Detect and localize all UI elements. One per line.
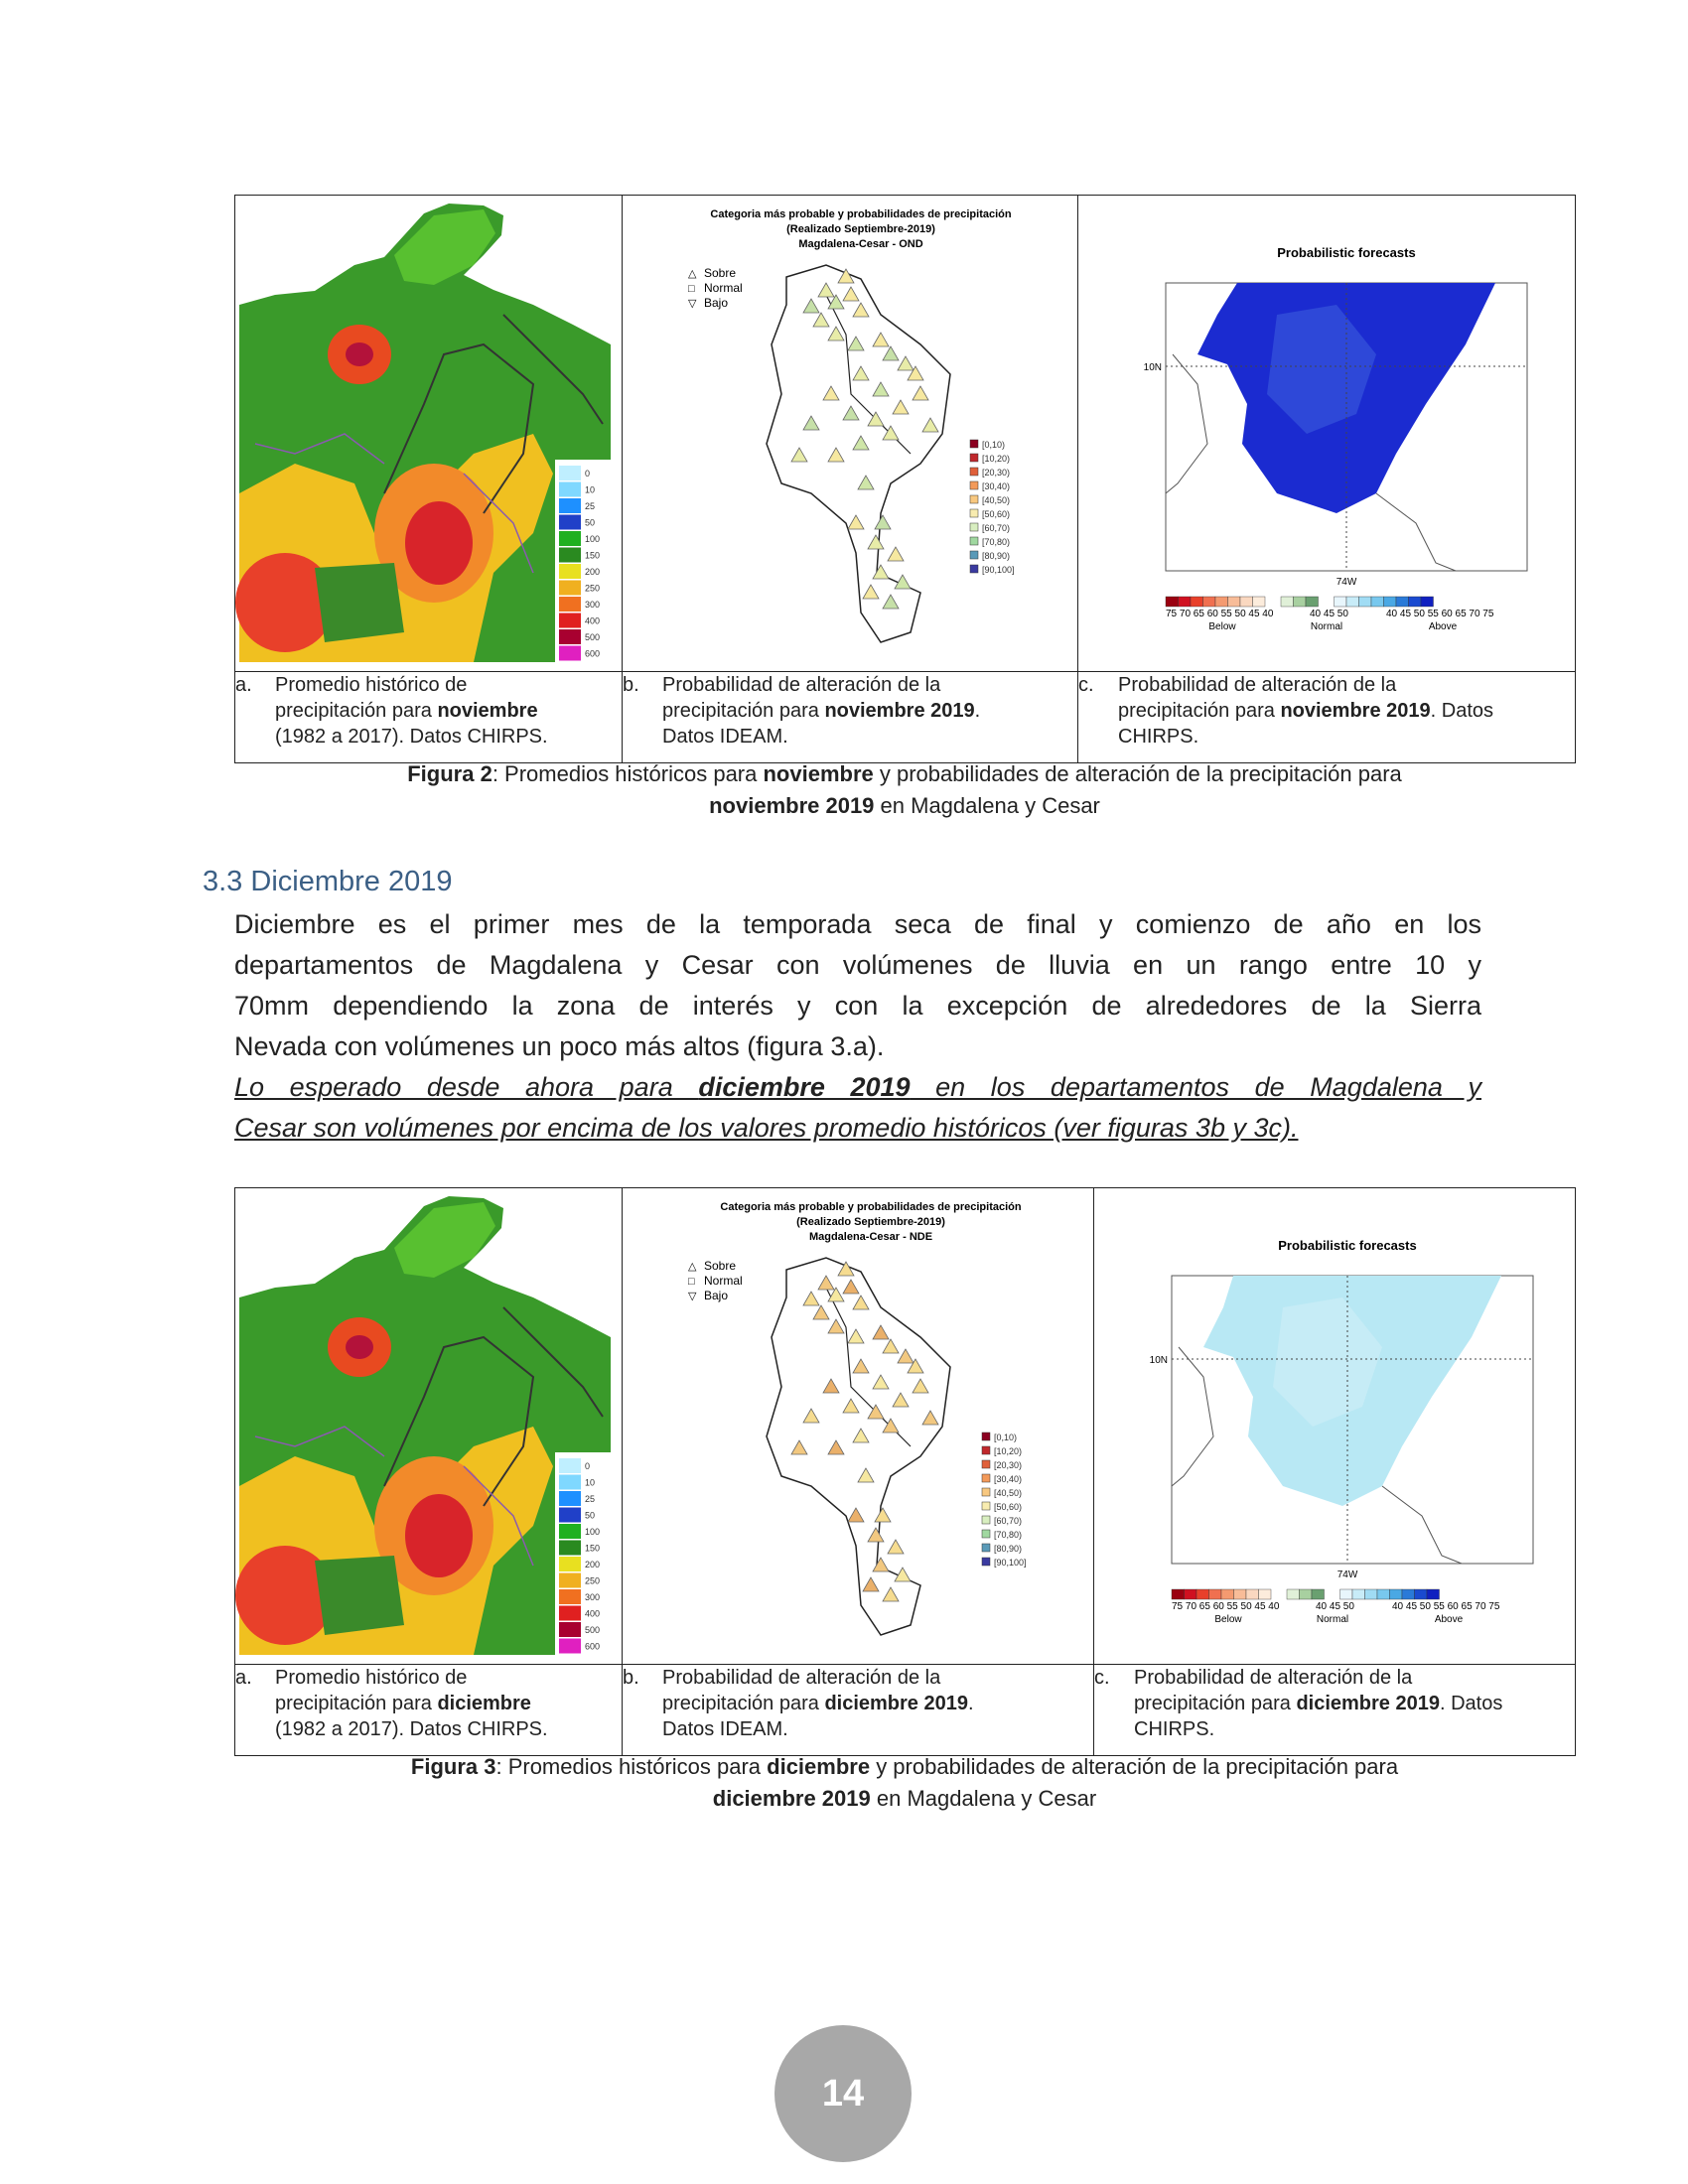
- fig2-legend-swatch: [559, 466, 581, 480]
- fig2-range-swatch: [970, 495, 978, 503]
- fig2-range-label: [10,20): [982, 454, 1011, 464]
- fig2-bar-normal: [1281, 597, 1294, 607]
- fig3-b-legend-sobre: Sobre: [704, 1259, 737, 1273]
- fig2-range-label: [30,40): [982, 481, 1011, 491]
- figure-2-table: [234, 195, 1576, 763]
- fig2-legend-swatch: [559, 646, 581, 661]
- fig3-b-legend-sobre-symbol: △: [688, 1261, 697, 1273]
- fig3-legend-swatch: [559, 1622, 581, 1637]
- fig3-c-normal-label: Normal: [1316, 1614, 1349, 1625]
- fig3-bar-above: [1377, 1589, 1390, 1599]
- fig2-legend-label: 100: [585, 534, 601, 544]
- fig2-c-title: Probabilistic forecasts: [1277, 245, 1416, 260]
- fig2-legend-swatch: [559, 581, 581, 596]
- fig3-panel-c: [1094, 1188, 1576, 1665]
- fig2-ideam-probability-map: [623, 196, 1074, 666]
- fig3-bar-normal: [1300, 1589, 1313, 1599]
- fig3-bar-below: [1172, 1589, 1185, 1599]
- fig3-range-label: [90,100]: [994, 1558, 1027, 1568]
- fig2-range-swatch: [970, 440, 978, 448]
- fig3-legend-swatch: [559, 1606, 581, 1621]
- fig3-caption-b: b. Probabilidad de alteración de la precipitación para diciembre 2019. Datos IDEAM.: [623, 1665, 1094, 1756]
- fig2-legend-label: 250: [585, 583, 601, 594]
- fig3-bar-below: [1246, 1589, 1259, 1599]
- fig2-bar-normal: [1294, 597, 1307, 607]
- fig3-bar-above: [1352, 1589, 1365, 1599]
- body-line-4: Nevada con volúmenes un poco más altos (figura 3.a).: [234, 1031, 885, 1061]
- fig2-bar-above: [1371, 597, 1384, 607]
- fig2-bar-above: [1421, 597, 1434, 607]
- fig2-bar-below: [1179, 597, 1192, 607]
- fig2-b-probability-legend: [970, 440, 1015, 575]
- fig3-range-label: [0,10): [994, 1433, 1018, 1442]
- fig3-range-label: [20,30): [994, 1460, 1023, 1470]
- fig2-b-title-1: Categoria más probable y probabilidades de precipitación: [710, 208, 1012, 220]
- fig3-bar-above: [1340, 1589, 1353, 1599]
- body-line-3: 70mm dependiendo la zona de interés y con la excepción de alrededores de la Sierra: [234, 991, 1481, 1021]
- fig3-bar-above: [1365, 1589, 1378, 1599]
- fig3-range-swatch: [982, 1474, 990, 1482]
- fig2-legend-label: 50: [585, 517, 596, 528]
- fig3-c-colorbar: [1172, 1589, 1440, 1599]
- fig2-legend-label: 400: [585, 615, 601, 626]
- fig2-c-below-ticks: 75 70 65 60 55 50 45 40: [1166, 609, 1274, 619]
- fig3-b-department-outline: [767, 1258, 950, 1635]
- fig3-legend-swatch: [559, 1573, 581, 1588]
- fig3-bar-below: [1196, 1589, 1209, 1599]
- fig2-b-legend-bajo: Bajo: [704, 296, 729, 310]
- fig3-legend-label: 400: [585, 1608, 601, 1619]
- fig2-legend-label: 300: [585, 600, 601, 610]
- fig2-range-label: [50,60): [982, 509, 1011, 519]
- fig2-range-swatch: [970, 523, 978, 531]
- fig3-range-swatch: [982, 1446, 990, 1454]
- body-line-1: Diciembre es el primer mes de la temporada seca de final y comienzo de año en los: [234, 909, 1481, 939]
- fig2-b-legend-sobre-symbol: △: [688, 268, 697, 280]
- fig3-bar-above: [1390, 1589, 1403, 1599]
- fig2-c-lat-label: 10N: [1143, 362, 1162, 373]
- fig3-c-above-ticks: 40 45 50 55 60 65 70 75: [1392, 1601, 1500, 1612]
- fig2-bar-below: [1166, 597, 1179, 607]
- fig3-chirps-probabilistic-forecast: [1094, 1188, 1572, 1659]
- fig2-range-swatch: [970, 468, 978, 476]
- fig3-range-swatch: [982, 1544, 990, 1552]
- fig2-bar-below: [1203, 597, 1216, 607]
- fig2-b-legend-bajo-symbol: ▽: [688, 298, 697, 310]
- fig3-legend-label: 50: [585, 1510, 596, 1521]
- fig3-station-triangle: [888, 1540, 904, 1554]
- fig3-range-swatch: [982, 1488, 990, 1496]
- fig3-bar-normal: [1312, 1589, 1325, 1599]
- fig2-b-title-3: Magdalena-Cesar - OND: [798, 238, 923, 250]
- figure-3-table: [234, 1187, 1576, 1756]
- figure-2-caption: Figura 2: Promedios históricos para noviembre y probabilidades de alteración de la precipitación para noviembre 2019 en Magdalena y Cesar: [407, 761, 1402, 818]
- fig3-range-label: [30,40): [994, 1474, 1023, 1484]
- fig2-range-swatch: [970, 565, 978, 573]
- body-line-2: departamentos de Magdalena y Cesar con volúmenes de lluvia en un rango entre 10 y: [234, 950, 1481, 980]
- fig3-bar-above: [1427, 1589, 1440, 1599]
- fig3-legend-swatch: [559, 1589, 581, 1604]
- fig2-legend-label: 200: [585, 567, 601, 577]
- fig2-range-swatch: [970, 551, 978, 559]
- fig3-legend-label: 150: [585, 1543, 601, 1554]
- fig2-caption-c: c. Probabilidad de alteración de la precipitación para noviembre 2019. Datos CHIRPS.: [1078, 672, 1576, 763]
- fig3-c-lon-label: 74W: [1336, 1570, 1358, 1580]
- fig3-legend-label: 500: [585, 1625, 601, 1635]
- fig3-c-above-label: Above: [1434, 1614, 1464, 1625]
- fig2-panel-b: [623, 196, 1078, 672]
- fig2-b-legend-normal-symbol: □: [688, 283, 695, 295]
- fig2-legend-label: 150: [585, 550, 601, 561]
- fig2-range-swatch: [970, 509, 978, 517]
- fig3-range-swatch: [982, 1433, 990, 1440]
- fig2-legend-swatch: [559, 498, 581, 513]
- fig2-precip-map-image: [235, 196, 619, 666]
- fig3-legend-label: 0: [585, 1461, 591, 1471]
- fig3-c-below-ticks: 75 70 65 60 55 50 45 40: [1172, 1601, 1280, 1612]
- fig2-bar-below: [1215, 597, 1228, 607]
- fig2-bar-above: [1409, 597, 1422, 607]
- fig3-legend-label: 25: [585, 1494, 596, 1504]
- fig2-legend-swatch: [559, 548, 581, 563]
- fig3-range-label: [80,90): [994, 1544, 1023, 1554]
- fig3-caption-c: c. Probabilidad de alteración de la precipitación para diciembre 2019. Datos CHIRPS.: [1094, 1665, 1576, 1756]
- emphasis-line-1: Lo esperado desde ahora para diciembre 2019 en los departamentos de Magdalena y: [234, 1072, 1481, 1102]
- fig3-c-below-label: Below: [1214, 1614, 1242, 1625]
- fig3-legend-swatch: [559, 1475, 581, 1490]
- fig2-legend-swatch: [559, 531, 581, 546]
- fig3-legend-swatch: [559, 1524, 581, 1539]
- fig3-legend-swatch: [559, 1541, 581, 1556]
- section-title: 3.3 Diciembre 2019: [203, 866, 453, 897]
- fig2-b-title-2: (Realizado Septiembre-2019): [786, 223, 935, 235]
- fig3-bar-above: [1415, 1589, 1428, 1599]
- fig2-c-lon-label: 74W: [1336, 577, 1357, 588]
- fig3-c-title: Probabilistic forecasts: [1278, 1238, 1417, 1253]
- fig2-c-colorbar: [1166, 597, 1434, 607]
- fig2-bar-above: [1396, 597, 1409, 607]
- fig2-legend-label: 500: [585, 632, 601, 642]
- fig3-panel-a: [235, 1188, 623, 1665]
- fig3-b-title-2: (Realizado Septiembre-2019): [796, 1216, 945, 1228]
- fig2-chirps-probabilistic-forecast: [1078, 196, 1572, 666]
- fig2-range-label: [90,100]: [982, 565, 1015, 575]
- fig2-range-swatch: [970, 454, 978, 462]
- fig2-panel-c: [1078, 196, 1576, 672]
- fig3-b-probability-legend: [982, 1433, 1027, 1568]
- fig3-caption-a: a. Promedio histórico de precipitación para diciembre (1982 a 2017). Datos CHIRPS.: [235, 1665, 623, 1756]
- fig3-b-legend-bajo-symbol: ▽: [688, 1291, 697, 1302]
- fig2-bar-below: [1191, 597, 1203, 607]
- fig2-legend-label: 10: [585, 484, 596, 495]
- fig2-legend-label: 0: [585, 469, 591, 478]
- fig3-range-label: [70,80): [994, 1530, 1023, 1540]
- fig3-range-swatch: [982, 1460, 990, 1468]
- fig3-b-legend-bajo: Bajo: [704, 1289, 729, 1302]
- fig2-bar-below: [1240, 597, 1253, 607]
- fig2-range-label: [70,80): [982, 537, 1011, 547]
- fig2-bar-below: [1253, 597, 1266, 607]
- fig2-legend-swatch: [559, 564, 581, 579]
- fig3-ideam-probability-map: [623, 1188, 1090, 1659]
- fig3-range-swatch: [982, 1530, 990, 1538]
- fig2-c-normal-label: Normal: [1310, 621, 1343, 632]
- fig2-range-swatch: [970, 537, 978, 545]
- fig2-range-swatch: [970, 481, 978, 489]
- fig3-panel-b: [623, 1188, 1094, 1665]
- fig2-bar-normal: [1306, 597, 1319, 607]
- fig3-b-legend-normal-symbol: □: [688, 1276, 695, 1288]
- fig2-station-triangle: [888, 547, 904, 561]
- fig3-legend-label: 250: [585, 1575, 601, 1586]
- fig2-range-label: [80,90): [982, 551, 1011, 561]
- fig3-legend-swatch: [559, 1639, 581, 1654]
- fig2-caption-b: b. Probabilidad de alteración de la precipitación para noviembre 2019. Datos IDEAM.: [623, 672, 1078, 763]
- fig2-range-label: [40,50): [982, 495, 1011, 505]
- fig2-bar-above: [1359, 597, 1372, 607]
- fig3-range-label: [40,50): [994, 1488, 1023, 1498]
- fig2-b-department-outline: [767, 265, 950, 642]
- fig2-legend-swatch: [559, 614, 581, 628]
- fig2-c-normal-ticks: 40 45 50: [1310, 609, 1348, 619]
- fig2-panel-a: [235, 196, 623, 672]
- fig2-c-above-label: Above: [1428, 621, 1458, 632]
- fig2-c-above-ticks: 40 45 50 55 60 65 70 75: [1386, 609, 1494, 619]
- fig3-legend-swatch: [559, 1508, 581, 1523]
- fig3-range-label: [50,60): [994, 1502, 1023, 1512]
- fig3-b-title-1: Categoria más probable y probabilidades de precipitación: [720, 1201, 1022, 1213]
- fig3-c-lat-label: 10N: [1149, 1355, 1168, 1366]
- figure-3-caption: Figura 3: Promedios históricos para diciembre y probabilidades de alteración de la precipitación para diciembre 2019 en Magdalena y Cesar: [410, 1754, 1399, 1811]
- fig3-bar-below: [1209, 1589, 1222, 1599]
- fig3-legend-label: 100: [585, 1527, 601, 1537]
- fig3-range-swatch: [982, 1516, 990, 1524]
- fig2-bar-above: [1346, 597, 1359, 607]
- fig3-legend-swatch: [559, 1491, 581, 1506]
- fig2-c-below-label: Below: [1208, 621, 1236, 632]
- fig2-bar-above: [1335, 597, 1347, 607]
- fig2-precip-legend: [555, 460, 613, 662]
- fig3-bar-normal: [1287, 1589, 1300, 1599]
- fig3-bar-below: [1259, 1589, 1272, 1599]
- emphasis-line-2: Cesar son volúmenes por encima de los valores promedio históricos (ver figuras 3b y 3c).: [234, 1113, 1299, 1143]
- fig3-b-legend-normal: Normal: [704, 1274, 743, 1288]
- fig3-legend-label: 300: [585, 1592, 601, 1602]
- fig2-legend-label: 25: [585, 501, 596, 511]
- fig3-range-label: [60,70): [994, 1516, 1023, 1526]
- fig2-bar-above: [1384, 597, 1397, 607]
- fig3-legend-swatch: [559, 1458, 581, 1473]
- fig3-bar-below: [1234, 1589, 1247, 1599]
- fig3-legend-swatch: [559, 1557, 581, 1571]
- fig2-legend-swatch: [559, 482, 581, 497]
- fig2-legend-label: 600: [585, 648, 601, 659]
- fig3-legend-label: 10: [585, 1477, 596, 1488]
- fig3-legend-label: 200: [585, 1560, 601, 1570]
- fig2-legend-swatch: [559, 515, 581, 530]
- fig2-b-legend-normal: Normal: [704, 281, 743, 295]
- fig2-b-legend-sobre: Sobre: [704, 266, 737, 280]
- fig2-range-label: [60,70): [982, 523, 1011, 533]
- fig3-range-swatch: [982, 1558, 990, 1566]
- fig2-range-label: [0,10): [982, 440, 1006, 450]
- fig3-legend-label: 600: [585, 1641, 601, 1652]
- fig3-c-normal-ticks: 40 45 50: [1316, 1601, 1354, 1612]
- fig2-caption-a: a. Promedio histórico de precipitación para noviembre (1982 a 2017). Datos CHIRPS.: [235, 672, 623, 763]
- fig3-range-swatch: [982, 1502, 990, 1510]
- fig2-bar-below: [1228, 597, 1241, 607]
- fig2-legend-swatch: [559, 629, 581, 644]
- fig3-bar-above: [1402, 1589, 1415, 1599]
- fig2-legend-swatch: [559, 597, 581, 612]
- fig3-range-label: [10,20): [994, 1446, 1023, 1456]
- fig3-precip-map-image: [235, 1188, 619, 1659]
- fig3-precip-legend: [555, 1452, 613, 1655]
- fig3-bar-below: [1221, 1589, 1234, 1599]
- fig3-b-title-3: Magdalena-Cesar - NDE: [808, 1231, 933, 1243]
- page-number: 14: [774, 2025, 912, 2162]
- fig2-range-label: [20,30): [982, 468, 1011, 478]
- fig3-bar-below: [1185, 1589, 1197, 1599]
